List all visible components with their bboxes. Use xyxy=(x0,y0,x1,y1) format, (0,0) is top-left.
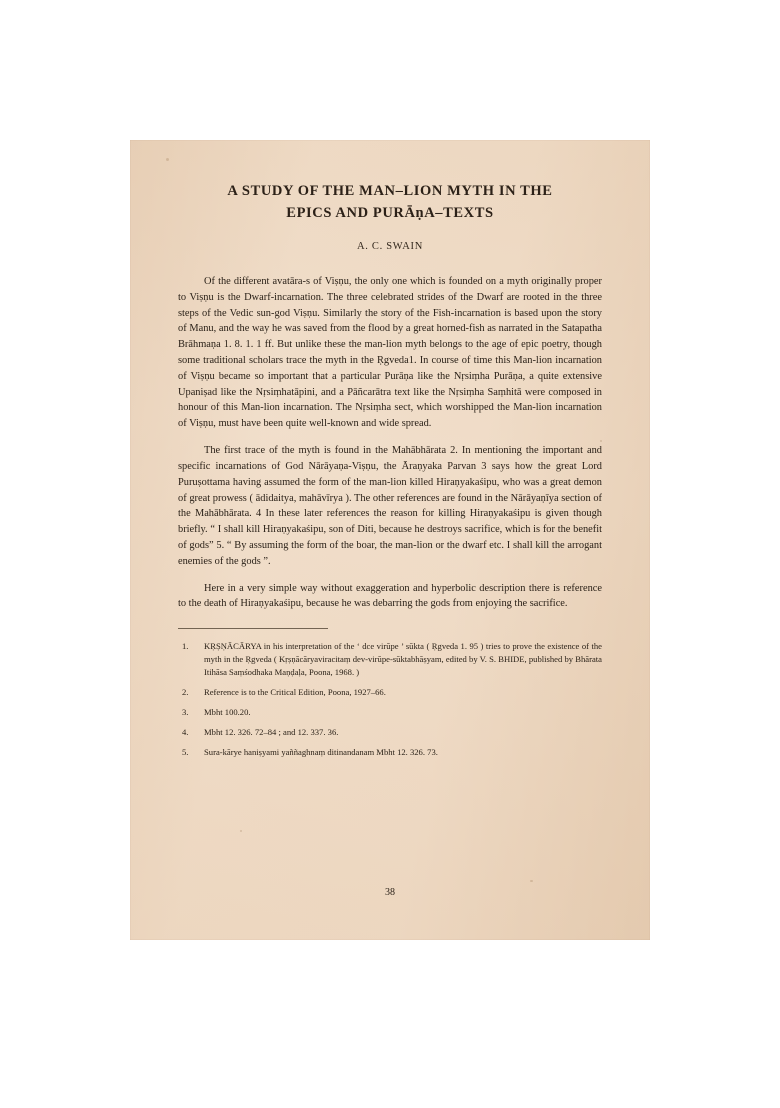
footnote-number: 5. xyxy=(182,746,189,757)
paper-speck xyxy=(530,880,533,882)
footnote-text: Sura-kārye haniṣyami yaññaghnaṃ ditinandanam Mbht 12. 326. 73. xyxy=(204,746,438,757)
author-name: A. C. SWAIN xyxy=(356,240,424,252)
footnote-number: 1. xyxy=(182,641,189,652)
footnote-number: 3. xyxy=(182,706,189,717)
paper-speck xyxy=(166,158,169,161)
footnote-divider xyxy=(178,628,328,629)
title-line-2: EPICS AND PURĀṇA–TEXTS xyxy=(286,205,494,222)
scanned-page xyxy=(130,140,650,940)
title-line-1: A STUDY OF THE MAN–LION MYTH IN THE xyxy=(227,183,553,199)
footnote-item xyxy=(178,706,602,719)
page-number: 38 xyxy=(385,887,395,898)
footnote-item xyxy=(178,726,602,739)
footnote-item xyxy=(178,746,602,759)
paragraph-2: The first trace of the myth is found in the Mahābhārata 2. In mentioning the important and specific incarnations of God Nārāyaṇa-Viṣṇu, the Āraṇyaka Parvan 3 says how the great Lord Puruṣottama having assumed the form of the man-lion killed Hiraṇyakaśipu, who was a great demon of great prowess ( ādidaitya, mahāvīrya ). The other references are found in the Nārāyaṇīya section of the Mahābhārata. 4 In these later references the reason for killing Hiraṇyakaśipu is given though briefly. “ I shall kill Hiraṇyakaśipu, son of Diti, because he destroys sacrifice, which is for the benefit of gods” 5. “ By assuming the form of the boar, the man-lion or the dwarf etc. I shall kill the arrogant enemies of the gods ”. xyxy=(178,445,602,567)
article-body xyxy=(178,274,602,612)
paper-speck xyxy=(240,830,242,832)
footnote-text: Reference is to the Critical Edition, Poona, 1927–66. xyxy=(204,686,386,697)
footnote-number: 2. xyxy=(182,686,189,697)
page-title xyxy=(178,180,602,225)
footnotes-list xyxy=(178,640,602,758)
footnote-text: Mbht 12. 326. 72–84 ; and 12. 337. 36. xyxy=(204,726,339,737)
paragraph-1: Of the different avatāra-s of Viṣṇu, the only one which is founded on a myth originally proper to Viṣṇu is the Dwarf-incarnation. The three celebrated strides of the Dwarf are rooted in the three steps of the Vedic sun-god Viṣṇu. Similarly the story of the Fish-incarnation is based upon the story of Manu, and the way he was saved from the flood by a great horned-fish as narrated in the Satapatha Brāhmaṇa 1. 8. 1. 1 ff. But unlike these the man-lion myth belongs to the age of epic poetry, though some traditional scholars trace the myth in the Ṛgveda1. In course of time this Man-lion incarnation of Viṣṇu became so important that a particular Purāṇa like the Nṛsiṃha Purāṇa, a quite extensive Upaniṣad like the Nṛsiṃhatāpini, and a Pāñcarātra text like the Nṛsiṃha Saṃhitā were composed in honour of this Man-lion incarnation. The Nṛsiṃha sect, which worshipped the Man-lion incarnation of Viṣṇu, must have been quite well-known and wide spread. xyxy=(178,275,602,430)
footnote-text: KṚṢṆĀCĀRYA in his interpretation of the ‘ dce virūpe ’ sūkta ( Ṛgveda 1. 95 ) tries to prove the existence of the myth in the Ṛgveda ( Kṛṣṇācāryaviracitaṃ dev-virūpe-sūktabhāṣyam, edited by V. S. BHIDE, published by Bhārata Itihāsa Saṃśodhaka Maṇḍaḷa, Poona, 1968. ) xyxy=(204,641,602,677)
footnote-text: Mbht 100.20. xyxy=(204,706,251,717)
footnote-number: 4. xyxy=(182,726,189,737)
footnote-item xyxy=(178,686,602,699)
footnote-item xyxy=(178,640,602,679)
paragraph-3: Here in a very simple way without exaggeration and hyperbolic description there is reference to the death of Hiraṇyakaśipu, because he was debarring the gods from enjoying the sacrifice. xyxy=(178,582,602,610)
